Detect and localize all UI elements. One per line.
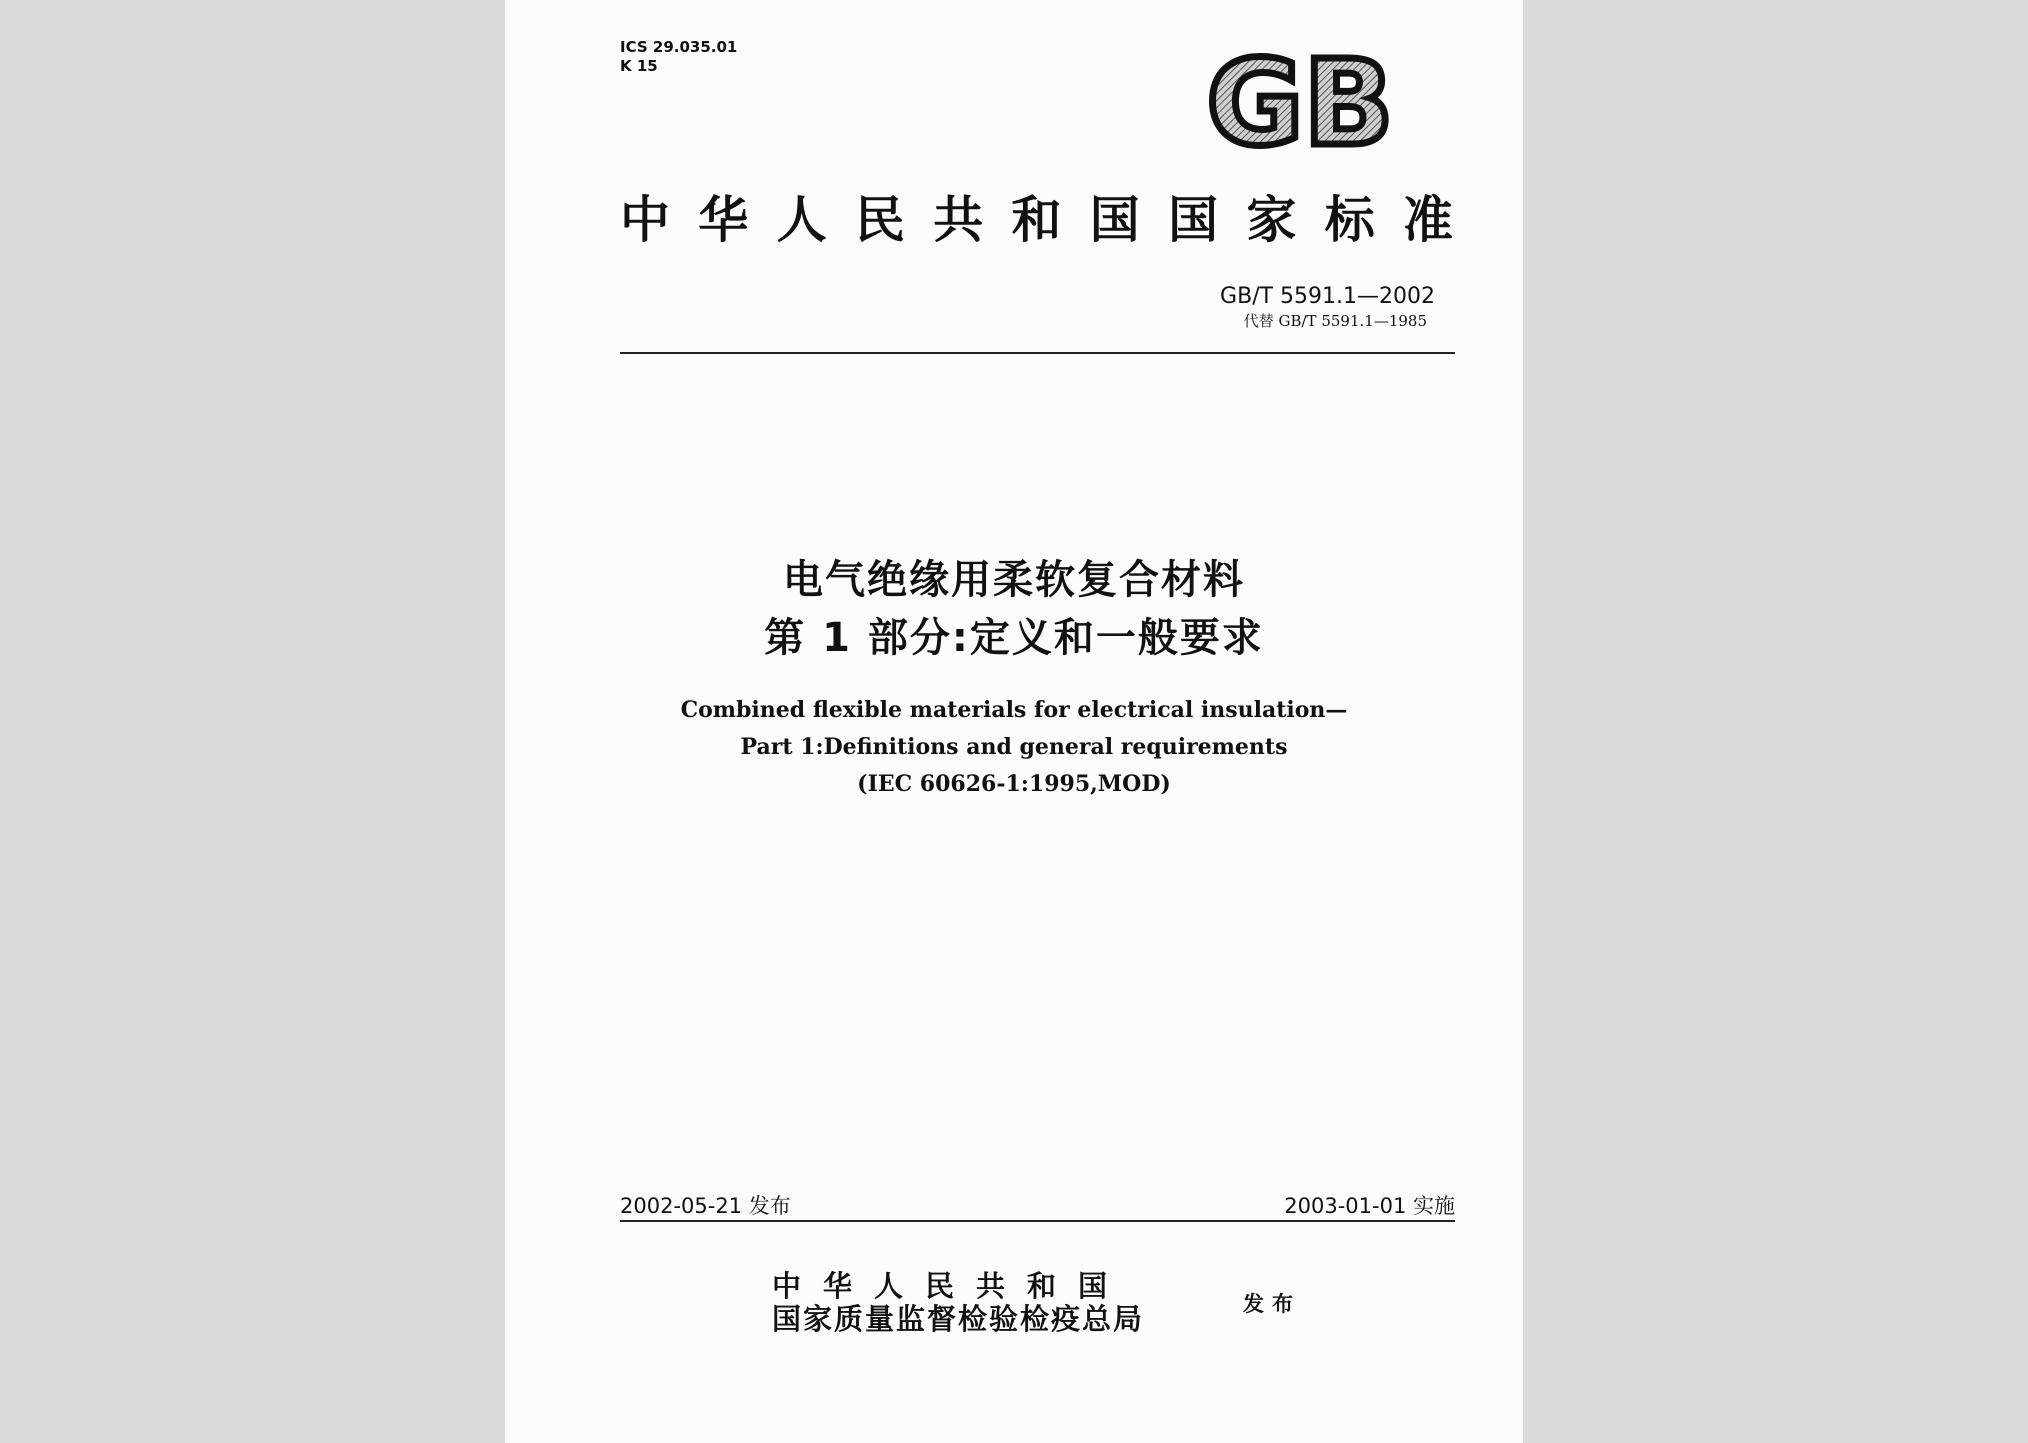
issuer-line2: 国家质量监督检验检疫总局	[772, 1302, 1145, 1336]
footer-divider	[620, 1220, 1455, 1222]
gb-logo	[1205, 48, 1395, 158]
ics-code: ICS 29.035.01	[620, 38, 738, 56]
replaces-standard: 代替 GB/T 5591.1—1985	[1243, 312, 1427, 330]
header-divider	[620, 352, 1455, 354]
effective-date: 2003-01-01 实施	[1284, 1194, 1455, 1218]
national-standard-title: 中华人民共和国国家标准	[620, 190, 1455, 249]
title-cn-line2: 第 1 部分:定义和一般要求	[764, 615, 1264, 661]
title-en-line1: Combined flexible materials for electrical insulation—	[680, 697, 1348, 723]
ccs-code: K 15	[620, 57, 658, 75]
issuer-line1: 中华人民共和国	[772, 1269, 1130, 1303]
classification-codes	[620, 38, 737, 76]
title-en-line3: (IEC 60626-1:1995,MOD)	[857, 771, 1171, 797]
issuing-authority	[772, 1270, 1144, 1336]
standard-number: GB/T 5591.1—2002	[1220, 284, 1435, 309]
document-page	[505, 0, 1523, 1443]
publish-label: 发布	[1243, 1291, 1301, 1316]
issue-date: 2002-05-21 发布	[620, 1194, 791, 1218]
title-cn-line1: 电气绝缘用柔软复合材料	[783, 557, 1245, 603]
title-en-line2: Part 1:Definitions and general requirements	[740, 734, 1288, 760]
gb-logo-text: GB	[1206, 48, 1394, 158]
